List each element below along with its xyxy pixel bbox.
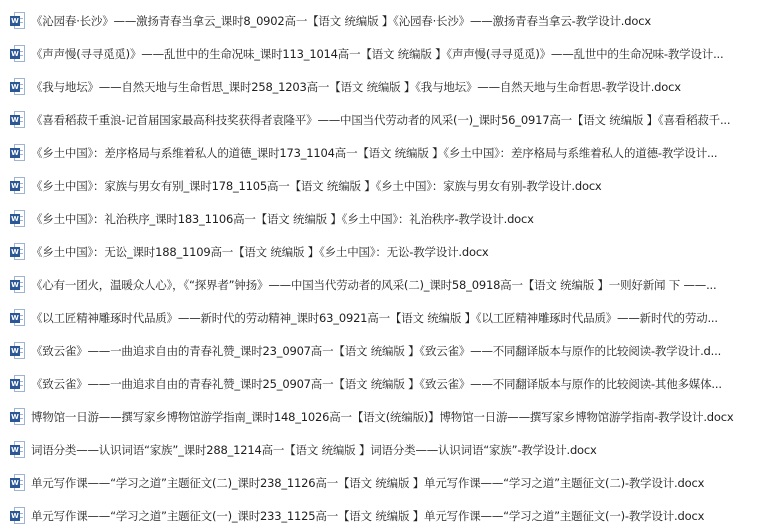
file-row[interactable] [0,268,771,301]
word-doc-icon [10,78,25,95]
word-doc-icon [10,243,25,260]
file-name: 《乡土中国》：差序格局与系维着私人的道德_课时173_1104高一【语文 统编版 】《乡土中国》：差序格局与系维着私人的道德-教学设计... [31,145,718,160]
word-doc-icon [10,276,25,293]
file-row[interactable] [0,499,771,532]
file-row[interactable] [0,103,771,136]
word-badge: W [11,182,19,190]
file-name: 《致云雀》——一曲追求自由的青春礼赞_课时23_0907高一【语文 统编版 】《致云雀》——不同翻译版本与原作的比较阅读-教学设计.d... [31,343,722,358]
file-name: 单元写作课——“学习之道”主题征文(二)_课时238_1126高一【语文 统编版 】单元写作课——“学习之道”主题征文(二)-教学设计.docx [31,475,705,490]
file-name: 《致云雀》——一曲追求自由的青春礼赞_课时25_0907高一【语文 统编版 】《致云雀》——不同翻译版本与原作的比较阅读-其他多媒体... [31,376,722,391]
word-doc-icon [10,177,25,194]
word-badge: W [11,380,19,388]
file-row[interactable] [0,301,771,334]
word-badge: W [11,50,19,58]
word-doc-icon [10,408,25,425]
word-badge: W [11,215,19,223]
file-name: 《我与地坛》——自然天地与生命哲思_课时258_1203高一【语文 统编版 】《我与地坛》——自然天地与生命哲思-教学设计.docx [31,79,681,94]
file-row[interactable] [0,235,771,268]
file-name: 《以工匠精神雕琢时代品质》——新时代的劳动精神_课时63_0921高一【语文 统编版 】《以工匠精神雕琢时代品质》——新时代的劳动... [31,310,718,325]
file-name: 《乡土中国》：礼治秩序_课时183_1106高一【语文 统编版 】《乡土中国》：礼治秩序-教学设计.docx [31,211,534,226]
file-name: 《乡土中国》：家族与男女有别_课时178_1105高一【语文 统编版 】《乡土中国》：家族与男女有别-教学设计.docx [31,178,602,193]
word-badge: W [11,512,19,520]
file-row[interactable] [0,334,771,367]
file-name: 词语分类——认识词语“家族”_课时288_1214高一【语文 统编版 】词语分类——认识词语“家族”-教学设计.docx [31,442,597,457]
file-row[interactable] [0,169,771,202]
file-row[interactable] [0,136,771,169]
file-name: 《心有一团火，温暖众人心》，《“探界者”钟扬》——中国当代劳动者的风采(二)_课时58_0918高一【语文 统编版 】一则好新闻 下 ——... [31,277,717,292]
word-doc-icon [10,45,25,62]
word-doc-icon [10,375,25,392]
word-badge: W [11,17,19,25]
word-badge: W [11,248,19,256]
file-name: 《声声慢(寻寻觅觅)》——乱世中的生命况味_课时113_1014高一【语文 统编版 】《声声慢(寻寻觅觅)》——乱世中的生命况味-教学设计... [31,46,724,61]
file-name: 《喜看稻菽千重浪-记首届国家最高科技奖获得者袁隆平》——中国当代劳动者的风采(一)_课时56_0917高一【语文 统编版 】《喜看稻菽千... [31,112,731,127]
file-name: 《沁园春·长沙》——激扬青春当拿云_课时8_0902高一【语文 统编版 】《沁园春·长沙》——激扬青春当拿云-教学设计.docx [31,13,651,28]
file-row[interactable] [0,4,771,37]
word-doc-icon [10,144,25,161]
word-doc-icon [10,474,25,491]
word-badge: W [11,83,19,91]
word-badge: W [11,149,19,157]
file-row[interactable] [0,202,771,235]
file-name: 博物馆一日游——撰写家乡博物馆游学指南_课时148_1026高一【语文(统编版)】博物馆一日游——撰写家乡博物馆游学指南-教学设计.docx [31,409,734,424]
file-row[interactable] [0,70,771,103]
word-badge: W [11,281,19,289]
word-badge: W [11,116,19,124]
file-row[interactable] [0,433,771,466]
file-name: 《乡土中国》：无讼_课时188_1109高一【语文 统编版 】《乡土中国》：无讼-教学设计.docx [31,244,489,259]
word-badge: W [11,314,19,322]
word-doc-icon [10,507,25,524]
file-row[interactable] [0,37,771,70]
file-name: 单元写作课——“学习之道”主题征文(一)_课时233_1125高一【语文 统编版 】单元写作课——“学习之道”主题征文(一)-教学设计.docx [31,508,705,523]
word-badge: W [11,347,19,355]
word-doc-icon [10,342,25,359]
word-doc-icon [10,309,25,326]
file-row[interactable] [0,466,771,499]
word-doc-icon [10,210,25,227]
file-row[interactable] [0,367,771,400]
file-row[interactable] [0,400,771,433]
word-doc-icon [10,12,25,29]
word-badge: W [11,479,19,487]
word-badge: W [11,413,19,421]
word-badge: W [11,446,19,454]
word-doc-icon [10,111,25,128]
word-doc-icon [10,441,25,458]
